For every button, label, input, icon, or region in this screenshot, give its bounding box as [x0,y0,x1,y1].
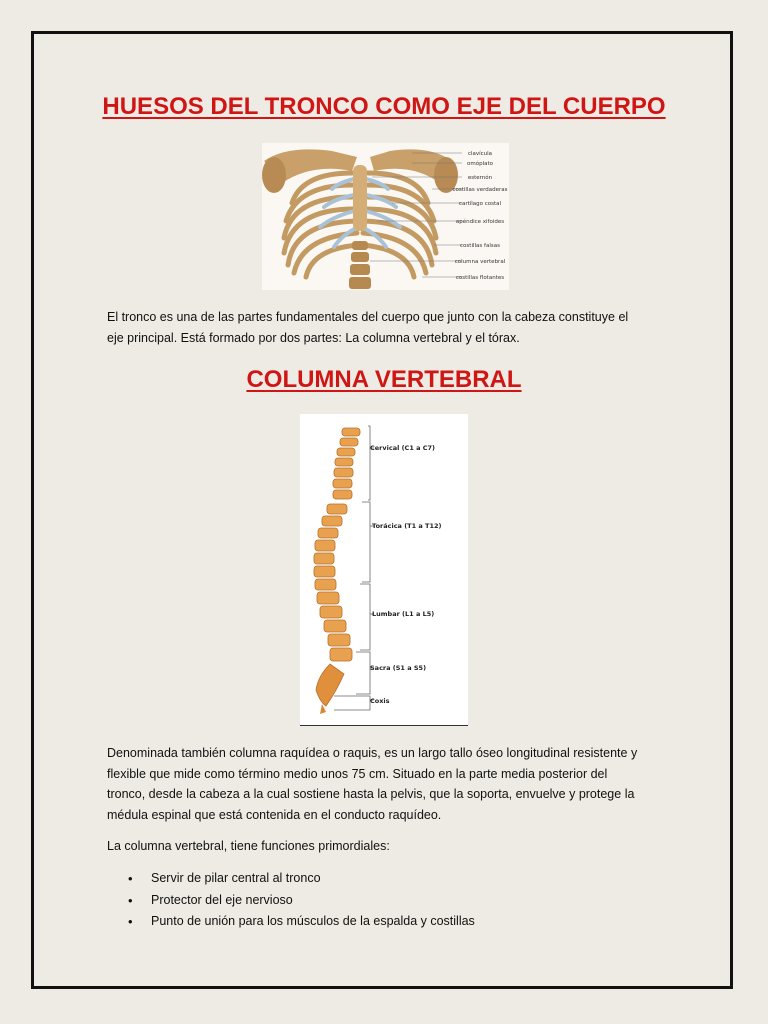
label-apendice-xifoides: apéndice xifoides [455,219,505,225]
list-item: • Punto de unión para los músculos de la espalda y costillas [107,911,647,933]
thorax-illustration [262,143,509,290]
label-cartilago-costal: cartílago costal [458,201,502,207]
section-title: COLUMNA VERTEBRAL [246,366,522,393]
functions-intro: La columna vertebral, tiene funciones primordiales: [107,839,390,853]
label-sacra: Sacra (S1 a S5) [370,664,427,672]
intro-paragraph: El tronco es una de las partes fundamentales del cuerpo que junto con la cabeza constituye el eje principal. Está formado por dos partes: La columna vertebral y el tórax. [107,310,629,345]
description-paragraph: Denominada también columna raquídea o raquis, es un largo tallo óseo longitudinal resistente y flexible que mide como término medio unos 75 cm. Situado en la parte media posterior del tronco, desde la cabeza a la cual sostiene hasta la pelvis, que la soporta, envuelve y protege la médula espinal que está contenida en el conducto raquídeo. [107,746,638,822]
label-omoplato: omóplato [467,161,493,167]
label-costillas-falsas: costillas falsas [460,243,500,249]
spine-illustration [300,414,468,726]
label-lumbar: Lumbar (L1 a L5) [372,610,435,618]
functions-list [107,868,647,933]
list-item: • Servir de pilar central al tronco [107,868,647,890]
list-item: • Protector del eje nervioso [107,890,647,912]
page-title: HUESOS DEL TRONCO COMO EJE DEL CUERPO [102,93,666,120]
label-costillas-flotantes: costillas flotantes [455,275,505,281]
label-costillas-verdaderas: costillas verdaderas [452,187,508,193]
label-esternon: esternón [467,175,493,181]
label-columna-vertebral: columna vertebral [454,259,506,265]
label-coxis: Coxis [370,697,390,705]
label-toracica: Torácica (T1 a T12) [372,522,442,530]
label-cervical: Cervical (C1 a C7) [370,444,436,452]
label-clavicula: clavícula [467,151,493,157]
